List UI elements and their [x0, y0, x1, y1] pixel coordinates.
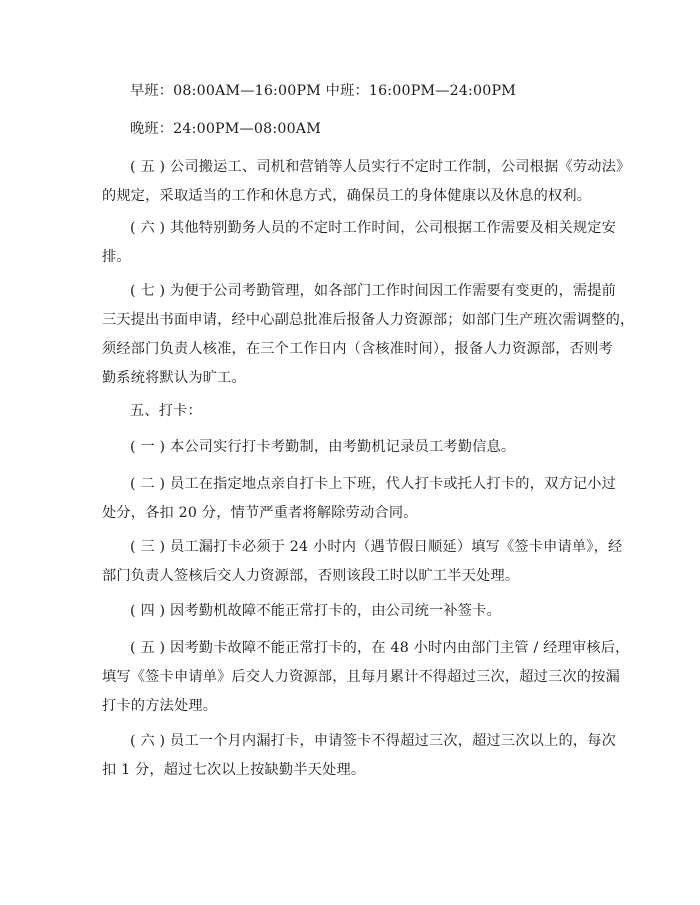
- text-line: ( 一 ) 本公司实行打卡考勤制，由考勤机记录员工考勤信息。: [130, 439, 516, 455]
- text-line: 填写《签卡申请单》后交人力资源部，且每月累计不得超过三次，超过三次的按漏: [102, 669, 620, 685]
- text-line: 五、打卡：: [130, 403, 202, 419]
- shift-times-day: [102, 77, 602, 106]
- text-line: ( 二 ) 员工在指定地点亲自打卡上下班，代人打卡或托人打卡的，双方记小过: [130, 476, 617, 492]
- text-line: ( 五 ) 因考勤卡故障不能正常打卡的，在 48 小时内由部门主管 / 经理审核后，: [130, 640, 630, 656]
- text-line: 排。: [102, 249, 131, 265]
- paragraph-clause-5: [102, 153, 631, 211]
- text-line: ( 七 ) 为便于公司考勤管理，如各部门工作时间因工作需要有变更的，需提前: [130, 283, 617, 299]
- paragraph-punch-2: [102, 470, 617, 528]
- text-line: 打卡的方法处理。: [102, 698, 218, 714]
- paragraph-punch-6: [102, 727, 617, 785]
- shift-times-night: [102, 115, 602, 144]
- text-line: 部门负责人签核后交人力资源部，否则该段工时以旷工半天处理。: [102, 568, 520, 584]
- paragraph-clause-7: [102, 277, 635, 393]
- section-heading-punch-card: [102, 397, 602, 426]
- text-line: 晚班：24:00PM—08:00AM: [130, 121, 321, 137]
- text-line: 三天提出书面申请，经中心副总批准后报备人力资源部；如部门生产班次需调整的，: [102, 312, 635, 328]
- text-line: 扣 1 分，超过七次以上按缺勤半天处理。: [102, 762, 366, 778]
- text-line: ( 四 ) 因考勤机故障不能正常打卡的，由公司统一补签卡。: [130, 603, 501, 619]
- text-line: ( 六 ) 员工一个月内漏打卡，申请签卡不得超过三次，超过三次以上的，每次: [130, 733, 617, 749]
- text-line: 早班：08:00AM—16:00PM 中班：16:00PM—24:00PM: [130, 83, 516, 99]
- text-line: ( 三 ) 员工漏打卡必须于 24 小时内（遇节假日顺延）填写《签卡申请单》，经: [130, 539, 623, 555]
- text-line: 的规定，采取适当的工作和休息方式，确保员工的身体健康以及休息的权利。: [102, 188, 592, 204]
- paragraph-punch-5: [102, 634, 630, 721]
- paragraph-punch-3: [102, 533, 623, 591]
- paragraph-clause-6: [102, 214, 617, 272]
- text-line: ( 五 ) 公司搬运工、司机和营销等人员实行不定时工作制，公司根据《劳动法》: [130, 159, 631, 175]
- text-line: 处分，各扣 20 分，情节严重者将解除劳动合同。: [102, 505, 418, 521]
- text-line: 须经部门负责人核准，在三个工作日内（含核准时间），报备人力资源部，否则考: [102, 341, 613, 357]
- paragraph-punch-4: [102, 597, 602, 626]
- text-line: 勤系统将默认为旷工。: [102, 370, 246, 386]
- paragraph-punch-1: [102, 433, 602, 462]
- text-line: ( 六 ) 其他特别勤务人员的不定时工作时间，公司根据工作需要及相关规定安: [130, 220, 617, 236]
